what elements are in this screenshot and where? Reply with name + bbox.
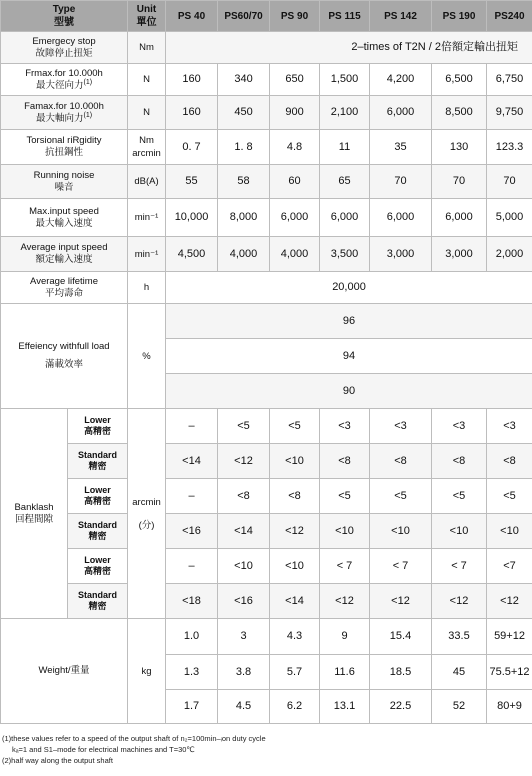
footnote: kₐ=1 and S1–mode for electrical machines and T=30℃ xyxy=(12,745,195,754)
value-cell: 70 xyxy=(432,165,487,199)
value-cell: 6,000 xyxy=(370,199,432,237)
value-cell: 123.3 xyxy=(487,130,532,165)
value-cell: 4,000 xyxy=(270,237,320,272)
value-cell: <8 xyxy=(432,444,487,479)
model-header: PS60/70 xyxy=(218,1,270,32)
value-cell: 3.8 xyxy=(218,655,270,690)
param-label-zh: 額定輸入速度 xyxy=(35,254,93,265)
value-cell: – xyxy=(166,479,218,514)
value-cell: 5,000 xyxy=(487,199,532,237)
grade-en: Lower xyxy=(84,485,111,495)
backlash-row xyxy=(1,409,532,444)
unit-line: arcmin xyxy=(132,148,161,159)
average-lifetime-row xyxy=(1,272,532,304)
param-label-en: Torsional riRgidity xyxy=(26,135,102,146)
value-cell: < 7 xyxy=(432,549,487,584)
unit-header-en: Unit xyxy=(136,4,157,15)
value-cell: 33.5 xyxy=(432,619,487,655)
param-label-zh: 滿載效率 xyxy=(45,359,84,370)
value-cell: <10 xyxy=(270,549,320,584)
value-cell: 900 xyxy=(270,96,320,130)
footnote-ref: (1) xyxy=(83,78,93,86)
unit-cell: dB(A) xyxy=(128,165,166,199)
value-cell: 60 xyxy=(270,165,320,199)
value-cell: 6,750 xyxy=(487,64,532,96)
value-cell: <12 xyxy=(432,584,487,619)
value-cell: <3 xyxy=(320,409,370,444)
value-cell: 6,000 xyxy=(320,199,370,237)
param-label-en: Banklash xyxy=(14,501,54,513)
value-cell: < 7 xyxy=(320,549,370,584)
grade-zh: 高精密 xyxy=(84,496,112,506)
unit-line: arcmin xyxy=(132,496,161,508)
value-cell: <10 xyxy=(432,514,487,549)
value-cell: 8,500 xyxy=(432,96,487,130)
param-label-en: Running noise xyxy=(33,169,95,181)
value-cell: 4,000 xyxy=(218,237,270,272)
value-cell: 58 xyxy=(218,165,270,199)
value-cell: 9,750 xyxy=(487,96,532,130)
value-cell: < 7 xyxy=(370,549,432,584)
backlash-grade xyxy=(68,479,128,514)
value-cell: <3 xyxy=(432,409,487,444)
value-cell: 18.5 xyxy=(370,655,432,690)
value-cell: <5 xyxy=(218,409,270,444)
value-cell: 11 xyxy=(320,130,370,165)
value-cell: 2,100 xyxy=(320,96,370,130)
value-cell: <10 xyxy=(370,514,432,549)
efficiency-value: 96 xyxy=(166,304,532,339)
value-cell: 11.6 xyxy=(320,655,370,690)
unit-cell: min⁻¹ xyxy=(128,237,166,272)
type-header xyxy=(1,1,128,32)
value-cell: 59+12 xyxy=(487,619,532,655)
value-cell: 70 xyxy=(370,165,432,199)
value-cell: 5.7 xyxy=(270,655,320,690)
backlash-row xyxy=(1,584,532,619)
value-cell: 65 xyxy=(320,165,370,199)
param-label xyxy=(1,409,68,619)
model-header: PS 142 xyxy=(370,1,432,32)
grade-en: Lower xyxy=(84,415,111,425)
param-label xyxy=(1,237,128,272)
header-row xyxy=(1,1,532,32)
value-cell: <8 xyxy=(270,479,320,514)
param-label xyxy=(1,130,128,165)
value-cell: <16 xyxy=(166,514,218,549)
backlash-grade xyxy=(68,514,128,549)
param-label-en: Famax.for 10.000h xyxy=(24,100,104,112)
value-cell: 75.5+12 xyxy=(487,655,532,690)
value-cell: <3 xyxy=(370,409,432,444)
model-header: PS 90 xyxy=(270,1,320,32)
unit-header-zh: 單位 xyxy=(136,17,157,28)
value-cell: 6,000 xyxy=(270,199,320,237)
footnote: (1)these values refer to a speed of the output shaft of n₂=100min–ᵢon duty cycle xyxy=(2,734,266,743)
value-cell: 3 xyxy=(218,619,270,655)
grade-zh: 高精密 xyxy=(84,566,112,576)
value-cell: – xyxy=(166,409,218,444)
grade-zh: 精密 xyxy=(88,461,107,471)
max-input-speed-row xyxy=(1,199,532,237)
value-cell: 45 xyxy=(432,655,487,690)
running-noise-row xyxy=(1,165,532,199)
param-label xyxy=(1,64,128,96)
unit-line: Nm xyxy=(139,135,154,146)
emergency-stop-row xyxy=(1,32,532,64)
value-cell: 4.5 xyxy=(218,690,270,724)
unit-cell: min⁻¹ xyxy=(128,199,166,237)
unit-cell: kg xyxy=(128,619,166,724)
value-cell: 1.3 xyxy=(166,655,218,690)
value-cell: <12 xyxy=(320,584,370,619)
grade-en: Standard xyxy=(78,450,118,460)
value-cell: 9 xyxy=(320,619,370,655)
famax-row xyxy=(1,96,532,130)
unit-cell: Nm xyxy=(128,32,166,64)
value-cell: 6,000 xyxy=(432,199,487,237)
value-cell: 4.3 xyxy=(270,619,320,655)
value-cell: 13.1 xyxy=(320,690,370,724)
backlash-row xyxy=(1,479,532,514)
efficiency-row xyxy=(1,304,532,339)
grade-zh: 精密 xyxy=(88,601,107,611)
value-cell: <5 xyxy=(432,479,487,514)
efficiency-value: 90 xyxy=(166,374,532,409)
param-label xyxy=(1,304,128,409)
value-cell: 1.0 xyxy=(166,619,218,655)
grade-en: Standard xyxy=(78,520,118,530)
param-label-zh-text: 最大軸向力 xyxy=(35,112,84,124)
model-header: PS 190 xyxy=(432,1,487,32)
emergency-stop-value: 2–times of T2N / 2倍額定輸出扭矩 xyxy=(166,32,532,64)
value-cell: <14 xyxy=(270,584,320,619)
grade-zh: 高精密 xyxy=(84,426,112,436)
value-cell: <12 xyxy=(487,584,532,619)
value-cell: <7 xyxy=(487,549,532,584)
param-label-zh: 故障停止扭矩 xyxy=(35,47,93,59)
value-cell: <16 xyxy=(218,584,270,619)
value-cell: <10 xyxy=(320,514,370,549)
param-label-en: Frmax.for 10.000h xyxy=(25,67,103,79)
value-cell: 8,000 xyxy=(218,199,270,237)
param-label xyxy=(1,272,128,304)
param-label-zh-text: 最大徑向力 xyxy=(35,79,84,91)
value-cell: 160 xyxy=(166,96,218,130)
param-label xyxy=(1,96,128,130)
value-cell: 1. 8 xyxy=(218,130,270,165)
value-cell: 70 xyxy=(487,165,532,199)
value-cell: 15.4 xyxy=(370,619,432,655)
backlash-row xyxy=(1,549,532,584)
param-label-en: Max.input speed xyxy=(29,205,99,217)
lifetime-value: 20,000 xyxy=(166,272,532,304)
unit-cell: h xyxy=(128,272,166,304)
backlash-row xyxy=(1,444,532,479)
value-cell: 160 xyxy=(166,64,218,96)
value-cell: 340 xyxy=(218,64,270,96)
footnotes xyxy=(2,733,530,766)
value-cell: <14 xyxy=(166,444,218,479)
value-cell: 80+9 xyxy=(487,690,532,724)
param-label xyxy=(1,199,128,237)
grade-en: Lower xyxy=(84,555,111,565)
value-cell: <8 xyxy=(320,444,370,479)
average-input-speed-row xyxy=(1,237,532,272)
efficiency-value: 94 xyxy=(166,339,532,374)
value-cell: – xyxy=(166,549,218,584)
backlash-grade xyxy=(68,409,128,444)
value-cell: 6,000 xyxy=(370,96,432,130)
value-cell: 0. 7 xyxy=(166,130,218,165)
unit-cell xyxy=(128,409,166,619)
param-label: Weight/重量 xyxy=(1,619,128,724)
model-header: PS 40 xyxy=(166,1,218,32)
model-header: PS 115 xyxy=(320,1,370,32)
value-cell: <12 xyxy=(270,514,320,549)
torsional-rigidity-row xyxy=(1,130,532,165)
param-label xyxy=(1,32,128,64)
value-cell: 650 xyxy=(270,64,320,96)
value-cell: <18 xyxy=(166,584,218,619)
unit-cell: N xyxy=(128,64,166,96)
value-cell: <5 xyxy=(270,409,320,444)
value-cell: <10 xyxy=(270,444,320,479)
backlash-grade xyxy=(68,584,128,619)
footnote: (2)half way along the output shaft xyxy=(2,756,113,765)
value-cell: <14 xyxy=(218,514,270,549)
param-label-zh xyxy=(3,113,125,125)
value-cell: 4.8 xyxy=(270,130,320,165)
param-label-en: Emergecy stop xyxy=(32,35,96,47)
param-label-zh: 回程間隙 xyxy=(14,513,53,525)
unit-line: (分) xyxy=(138,519,155,531)
frmax-row xyxy=(1,64,532,96)
backlash-grade xyxy=(68,444,128,479)
value-cell: <5 xyxy=(370,479,432,514)
value-cell: 2,000 xyxy=(487,237,532,272)
param-label-zh: 平均壽命 xyxy=(45,287,84,299)
unit-header xyxy=(128,1,166,32)
unit-cell: N xyxy=(128,96,166,130)
value-cell: <8 xyxy=(370,444,432,479)
grade-en: Standard xyxy=(78,590,118,600)
value-cell: 450 xyxy=(218,96,270,130)
value-cell: 3,500 xyxy=(320,237,370,272)
param-label-zh xyxy=(3,80,125,92)
param-label-zh: 噪音 xyxy=(54,181,74,193)
value-cell: 130 xyxy=(432,130,487,165)
param-label-en: Effeiency withfull load xyxy=(18,341,110,352)
value-cell: <12 xyxy=(370,584,432,619)
value-cell: 3,000 xyxy=(370,237,432,272)
model-header: PS240 xyxy=(487,1,532,32)
value-cell: <8 xyxy=(218,479,270,514)
backlash-row xyxy=(1,514,532,549)
unit-cell: % xyxy=(128,304,166,409)
value-cell: 4,200 xyxy=(370,64,432,96)
value-cell: 1,500 xyxy=(320,64,370,96)
value-cell: 55 xyxy=(166,165,218,199)
value-cell: 6,500 xyxy=(432,64,487,96)
value-cell: 4,500 xyxy=(166,237,218,272)
value-cell: <10 xyxy=(218,549,270,584)
value-cell: <3 xyxy=(487,409,532,444)
value-cell: 1.7 xyxy=(166,690,218,724)
value-cell: 35 xyxy=(370,130,432,165)
type-header-zh: 型號 xyxy=(54,17,74,28)
value-cell: 6.2 xyxy=(270,690,320,724)
param-label-zh: 抗扭鋼性 xyxy=(45,147,84,158)
value-cell: <10 xyxy=(487,514,532,549)
footnote-ref: (1) xyxy=(83,111,93,119)
param-label-en: Average lifetime xyxy=(30,275,98,287)
param-label xyxy=(1,165,128,199)
value-cell: 22.5 xyxy=(370,690,432,724)
value-cell: <5 xyxy=(487,479,532,514)
type-header-en: Type xyxy=(52,4,76,15)
param-label-zh: 最大輸入速度 xyxy=(35,217,93,229)
backlash-grade xyxy=(68,549,128,584)
value-cell: <5 xyxy=(320,479,370,514)
value-cell: 3,000 xyxy=(432,237,487,272)
value-cell: <8 xyxy=(487,444,532,479)
param-label-en: Average input speed xyxy=(20,242,108,253)
value-cell: 52 xyxy=(432,690,487,724)
value-cell: <12 xyxy=(218,444,270,479)
unit-cell xyxy=(128,130,166,165)
grade-zh: 精密 xyxy=(88,531,107,541)
weight-row xyxy=(1,619,532,655)
value-cell: 10,000 xyxy=(166,199,218,237)
